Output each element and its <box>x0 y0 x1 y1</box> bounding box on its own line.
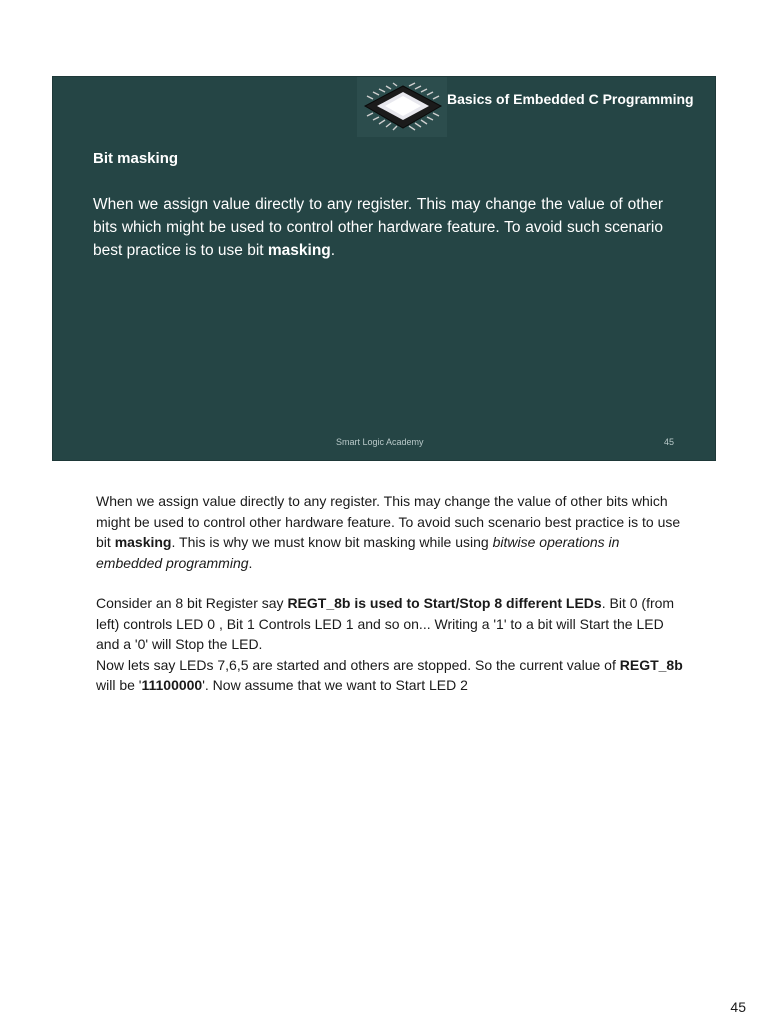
notes-text-span: . <box>248 554 253 571</box>
slide-body-text-end: . <box>330 242 336 259</box>
notes-italic-span: bitwise operations in embedded programming <box>96 534 620 571</box>
notes-text-span: will be ' <box>96 677 142 693</box>
notes-text <box>96 491 686 696</box>
notes-bold-span: REGT_8b <box>619 656 683 673</box>
notes-paragraph-3 <box>96 655 686 696</box>
notes-bold-span: REGT_8b is used to Start/Stop 8 different LEDs <box>287 595 602 611</box>
notes-text-span: Consider an 8 bit Register say <box>96 595 288 611</box>
notes-text-span: . This is why we must know bit masking while using <box>171 534 493 550</box>
notes-text-span: . Bit 0 (from left) controls LED 0 , Bit 1 Controls LED 1 and so on... Writing a '1' to a bit will Start the LED and a '0' will Stop the LED. <box>96 595 675 652</box>
slide-body-text-part: When we assign value directly to any register. This may change the value of other bits which might be used to control other hardware feature. To avoid such scenario best practice is to use bit <box>93 196 663 259</box>
notes-bold-span: masking <box>114 534 172 550</box>
notes-text-span: When we assign value directly to any register. This may change the value of other bits which might be used to control other hardware feature. To avoid such scenario best practice is to use bit <box>96 493 681 550</box>
slide-footer-number: 45 <box>664 437 675 447</box>
slide-footer-academy: Smart Logic Academy <box>336 437 424 447</box>
notes-paragraph-1 <box>96 491 686 573</box>
notes-bold-span: 11100000 <box>141 677 203 693</box>
slide-body-bold: masking <box>267 242 331 259</box>
slide-heading: Bit masking <box>93 150 179 167</box>
notes-paragraph-2 <box>96 593 686 655</box>
slide-body-text <box>93 193 663 262</box>
slide-image <box>52 76 716 461</box>
notes-text-span: '. Now assume that we want to Start LED 2 <box>202 677 468 693</box>
slide-header-title: Basics of Embedded C Programming <box>447 91 694 107</box>
notes-text-span: Now lets say LEDs 7,6,5 are started and others are stopped. So the current value of <box>96 656 620 673</box>
page-number: 45 <box>730 999 746 1015</box>
microchip-icon <box>357 77 447 137</box>
